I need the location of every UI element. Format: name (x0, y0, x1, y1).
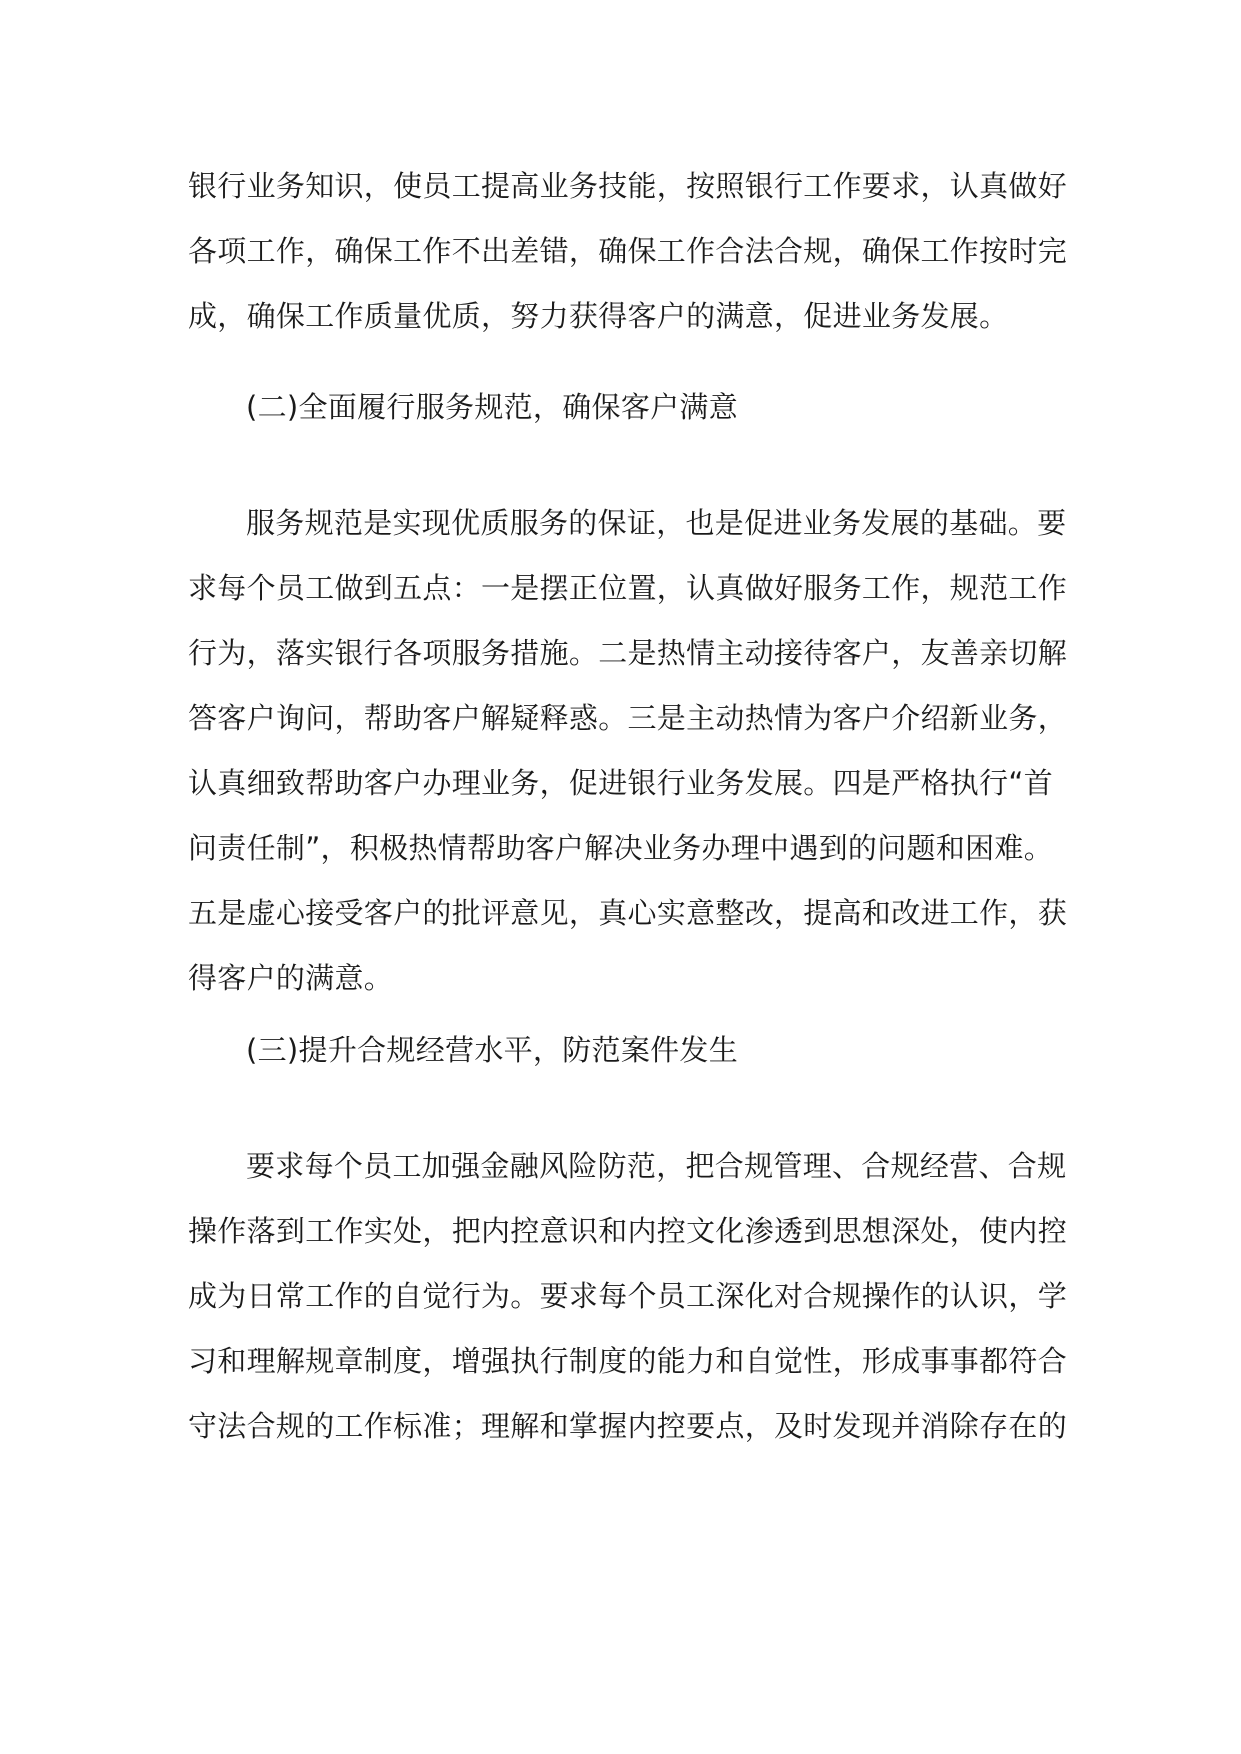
paragraph-line: 问责任制”，积极热情帮助客户解决业务办理中遇到的问题和困难。 (188, 831, 1054, 865)
paragraph-line: 守法合规的工作标准；理解和掌握内控要点，及时发现并消除存在的 (188, 1409, 1068, 1443)
paragraph-2 (188, 491, 1068, 1011)
paragraph-line: 答客户询问，帮助客户解疑释惑。三是主动热情为客户介绍新业务， (188, 701, 1068, 735)
paragraph-line: 求每个员工做到五点：一是摆正位置，认真做好服务工作，规范工作 (188, 571, 1068, 605)
paragraph-line: 成为日常工作的自觉行为。要求每个员工深化对合规操作的认识，学 (188, 1279, 1068, 1313)
paragraph-line: 服务规范是实现优质服务的保证，也是促进业务发展的基础。要 (246, 506, 1067, 540)
paragraph-line: 得客户的满意。 (188, 961, 394, 995)
paragraph-line: 银行业务知识，使员工提高业务技能，按照银行工作要求，认真做好 (188, 169, 1068, 203)
paragraph-1 (188, 154, 1068, 349)
paragraph-line: 五是虚心接受客户的批评意见，真心实意整改，提高和改进工作，获 (188, 896, 1068, 930)
paragraph-line: 习和理解规章制度，增强执行制度的能力和自觉性，形成事事都符合 (188, 1344, 1068, 1378)
paragraph-line: 要求每个员工加强金融风险防范，把合规管理、合规经营、合规 (246, 1149, 1067, 1183)
section-heading: (三)提升合规经营水平，防范案件发生 (246, 1033, 739, 1067)
section-heading: (二)全面履行服务规范，确保客户满意 (246, 390, 739, 424)
paragraph-line: 操作落到工作实处，把内控意识和内控文化渗透到思想深处，使内控 (188, 1214, 1068, 1248)
paragraph-line: 各项工作，确保工作不出差错，确保工作合法合规，确保工作按时完 (188, 234, 1068, 268)
paragraph-line: 行为，落实银行各项服务措施。二是热情主动接待客户，友善亲切解 (188, 636, 1068, 670)
section-heading-2 (188, 375, 1068, 440)
section-heading-3 (188, 1018, 1068, 1083)
paragraph-line: 认真细致帮助客户办理业务，促进银行业务发展。四是严格执行“首 (188, 766, 1054, 800)
paragraph-line: 成，确保工作质量优质，努力获得客户的满意，促进业务发展。 (188, 299, 1009, 333)
paragraph-3 (188, 1134, 1068, 1459)
